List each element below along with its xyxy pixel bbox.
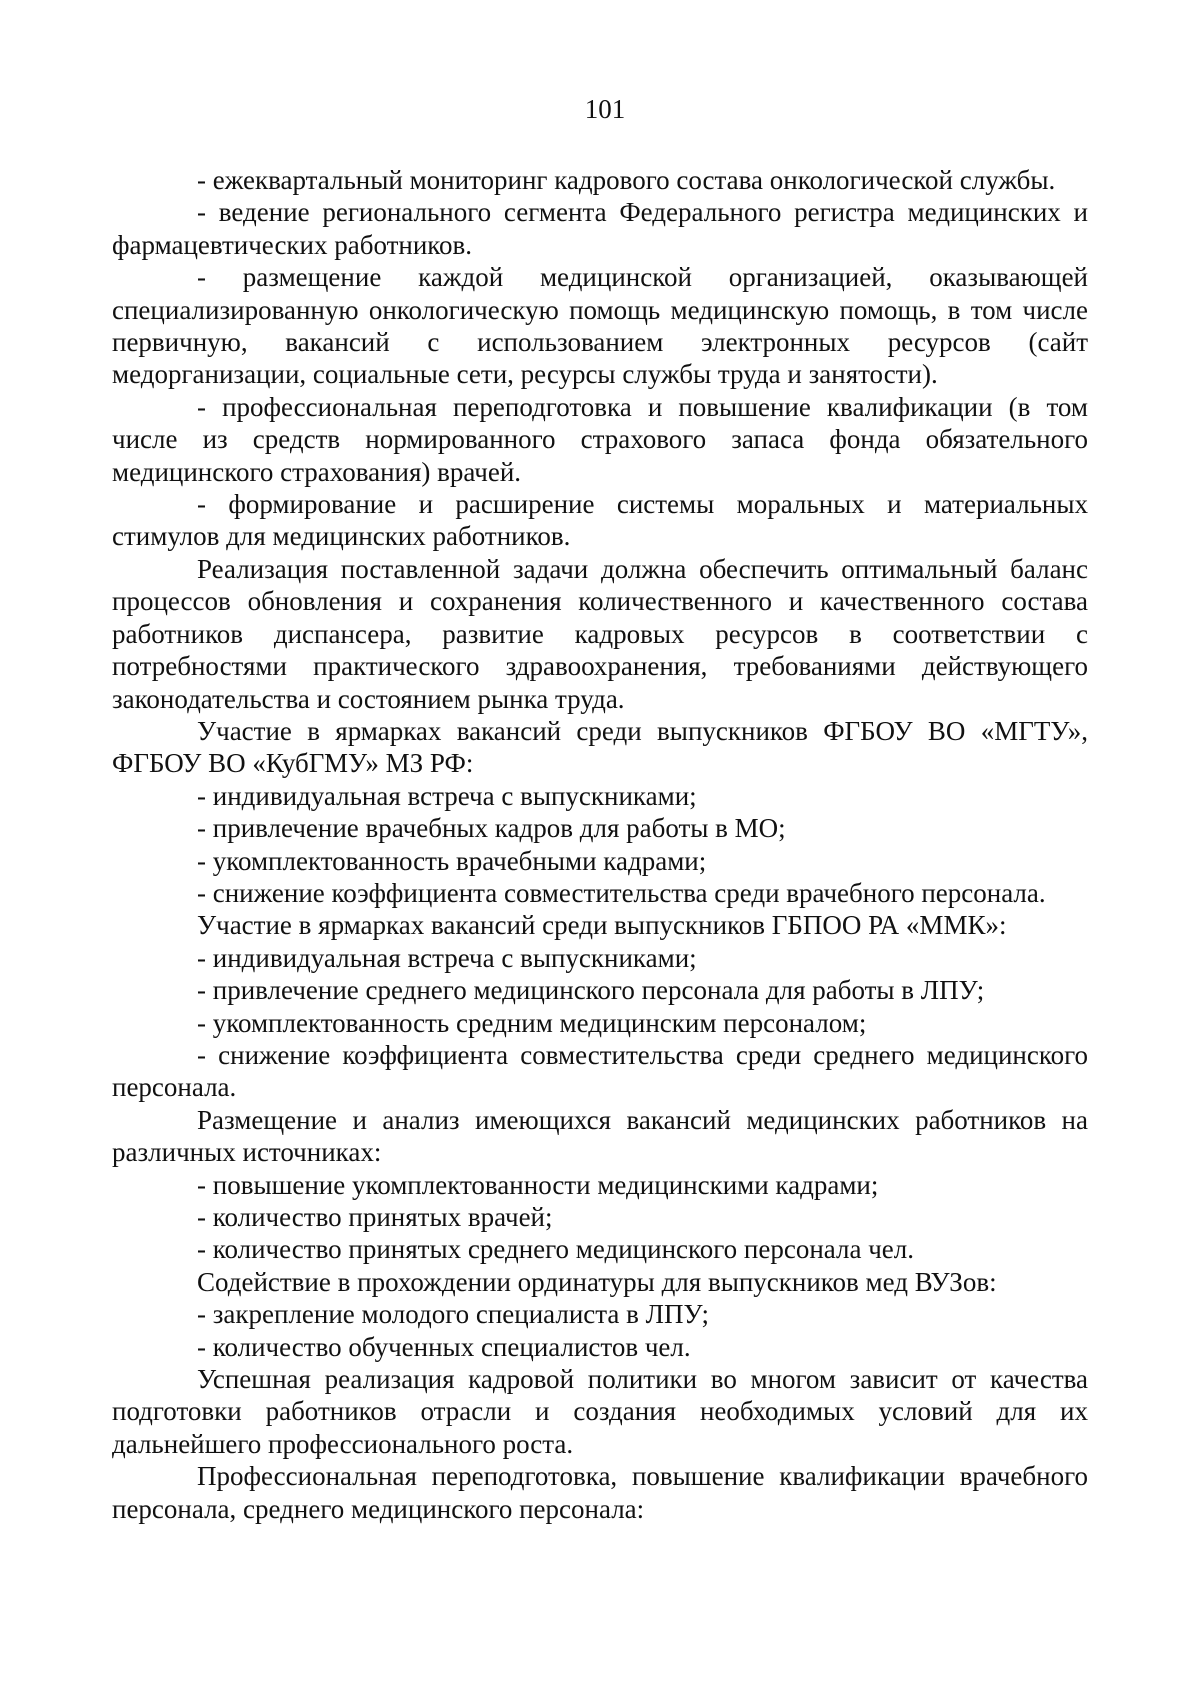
paragraph-task-implementation: Реализация поставленной задачи должна обеспечить оптимальный баланс процессов обновления и сохранения количественного и качественного состава работников диспансера, развитие кадровых ресурсов в соответствии с потребностями практического здравоохранения, требованиями действующего законодательства и состоянием рынка труда.: [112, 553, 1088, 714]
page-number: 101: [584, 94, 626, 124]
list-item: - укомплектованность средним медицинским персоналом;: [197, 1007, 867, 1038]
list-item: - закрепление молодого специалиста в ЛПУ;: [197, 1299, 710, 1330]
list-item-justified: - снижение коэффициента совместительства среди среднего медицинского персонала.: [112, 1039, 1088, 1103]
paragraph-job-fair-universities: Участие в ярмарках вакансий среди выпускников ФГБОУ ВО «МГТУ», ФГБОУ ВО «КубГМУ» МЗ РФ:: [112, 715, 1088, 779]
paragraph-vacancy-posting: - размещение каждой медицинской организацией, оказывающей специализированную онкологическую помощь медицинскую помощь, в том числе первичную, вакансий с использованием электронных ресурсов (сайт медорганизации, социальные сети, ресурсы службы труда и занятости).: [112, 262, 1088, 390]
list-item: - привлечение среднего медицинского персонала для работы в ЛПУ;: [197, 975, 985, 1006]
list-item: - укомплектованность врачебными кадрами;: [197, 845, 707, 876]
list-item-justified: - снижение коэффициента совместительства среди врачебного персонала.: [197, 877, 1046, 908]
document-body: [112, 164, 1088, 1525]
list-item: - повышение укомплектованности медицинскими кадрами;: [197, 1169, 879, 1200]
paragraph-job-fair-college: Участие в ярмарках вакансий среди выпускников ГБПОО РА «ММК»:: [197, 910, 1007, 941]
paragraph-professional-retraining: - профессиональная переподготовка и повышение квалификации (в том числе из средств нормированного страхового запаса фонда обязательного медицинского страхования) врачей.: [112, 391, 1088, 487]
list-item: - привлечение врачебных кадров для работы в МО;: [197, 813, 786, 844]
paragraph-federal-register: - ведение регионального сегмента Федерального регистра медицинских и фармацевтических работников.: [112, 197, 1088, 260]
list-item: - количество принятых среднего медицинского персонала чел.: [197, 1234, 914, 1265]
list-item: - индивидуальная встреча с выпускниками;: [197, 780, 697, 811]
paragraph-monitoring: - ежеквартальный мониторинг кадрового состава онкологической службы.: [197, 165, 1056, 195]
list-item: - индивидуальная встреча с выпускниками;: [197, 942, 697, 973]
paragraph-hr-policy-success: Успешная реализация кадровой политики во многом зависит от качества подготовки работников отрасли и создания необходимых условий для их дальнейшего профессионального роста.: [112, 1364, 1088, 1459]
paragraph-residency-assistance: Содействие в прохождении ординатуры для выпускников мед ВУЗов:: [197, 1266, 997, 1297]
list-item: - количество принятых врачей;: [197, 1202, 553, 1232]
list-item: - количество обученных специалистов чел.: [197, 1331, 691, 1362]
paragraph-incentive-system: - формирование и расширение системы моральных и материальных стимулов для медицинских работников.: [112, 489, 1088, 552]
paragraph-qualification-improvement: Профессиональная переподготовка, повышение квалификации врачебного персонала, среднего медицинского персонала:: [112, 1461, 1088, 1524]
paragraph-vacancy-analysis: Размещение и анализ имеющихся вакансий медицинских работников на различных источниках:: [112, 1104, 1088, 1168]
